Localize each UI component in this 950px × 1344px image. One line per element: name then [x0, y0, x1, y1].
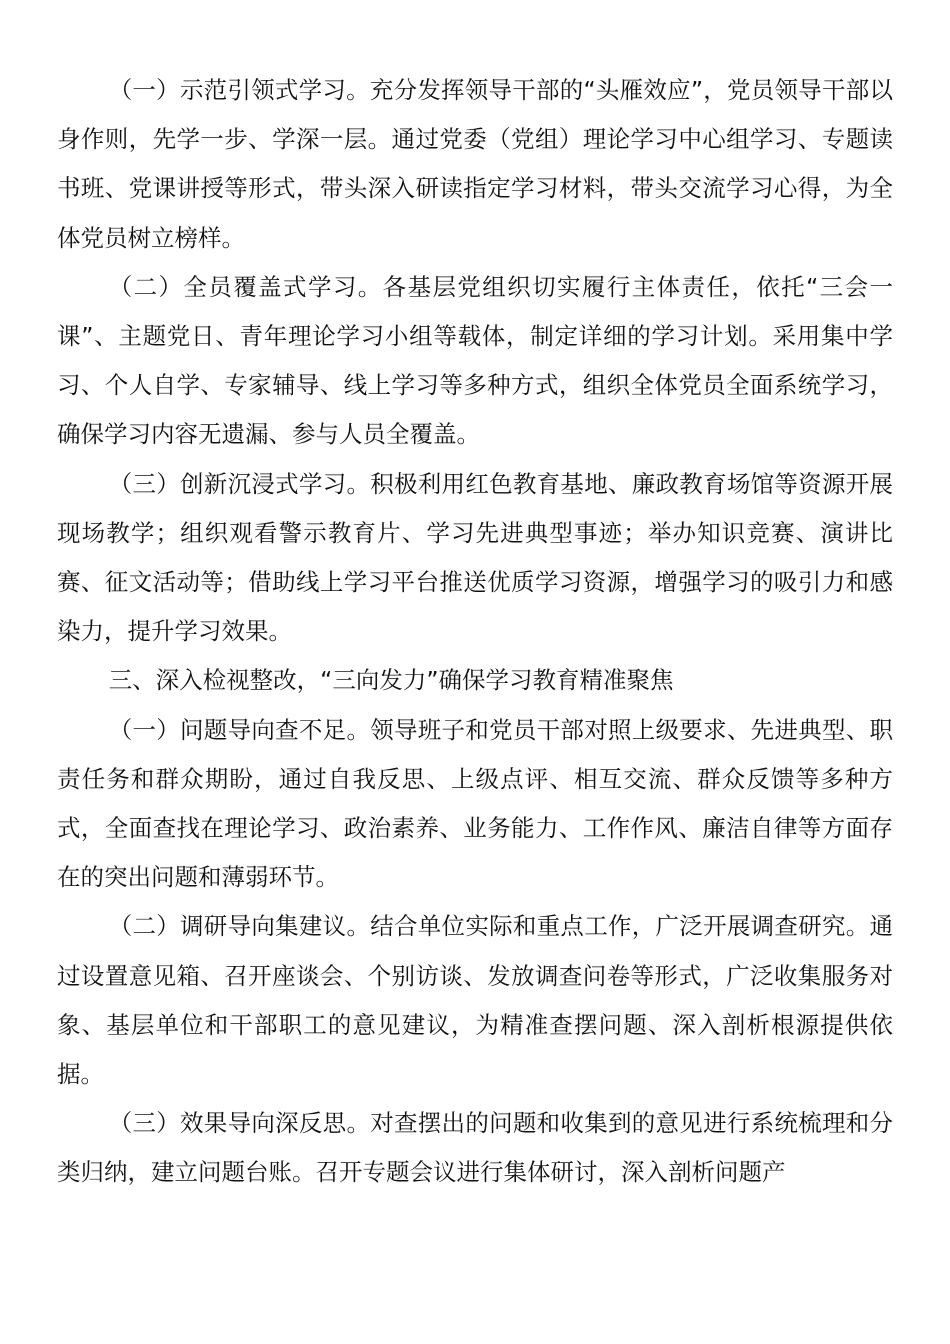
paragraph-4: （一）问题导向查不足。领导班子和党员干部对照上级要求、先进典型、职责任务和群众期盼，通过自我反思、上级点评、相互交流、群众反馈等多种方式，全面查找在理论学习、政治素养、业务能力、工作作风、廉洁自律等方面存在的突出问题和薄弱环节。: [57, 715, 893, 892]
document-page: [57, 66, 893, 1198]
section-heading: 三、深入检视整改，“三向发力”确保学习教育精准聚焦: [108, 666, 674, 695]
paragraph-2: （二）全员覆盖式学习。各基层党组织切实履行主体责任，依托“三会一课”、主题党日、青年理论学习小组等载体，制定详细的学习计划。采用集中学习、个人自学、专家辅导、线上学习等多种方式，组织全体党员全面系统学习，确保学习内容无遗漏、参与人员全覆盖。: [57, 272, 893, 449]
paragraph-1: （一）示范引领式学习。充分发挥领导干部的“头雁效应”，党员领导干部以身作则，先学一步、学深一层。通过党委（党组）理论学习中心组学习、专题读书班、党课讲授等形式，带头深入研读指定学习材料，带头交流学习心得，为全体党员树立榜样。: [57, 76, 893, 252]
paragraph-3: （三）创新沉浸式学习。积极利用红色教育基地、廉政教育场馆等资源开展现场教学；组织观看警示教育片、学习先进典型事迹；举办知识竞赛、演讲比赛、征文活动等；借助线上学习平台推送优质学习资源，增强学习的吸引力和感染力，提升学习效果。: [57, 469, 893, 646]
paragraph-6: （三）效果导向深反思。对查摆出的问题和收集到的意见进行系统梳理和分类归纳，建立问题台账。召开专题会议进行集体研讨，深入剖析问题产: [57, 1109, 893, 1187]
paragraph-5: （二）调研导向集建议。结合单位实际和重点工作，广泛开展调查研究。通过设置意见箱、召开座谈会、个别访谈、发放调查问卷等形式，广泛收集服务对象、基层单位和干部职工的意见建议，为精准查摆问题、深入剖析根源提供依据。: [57, 912, 893, 1089]
